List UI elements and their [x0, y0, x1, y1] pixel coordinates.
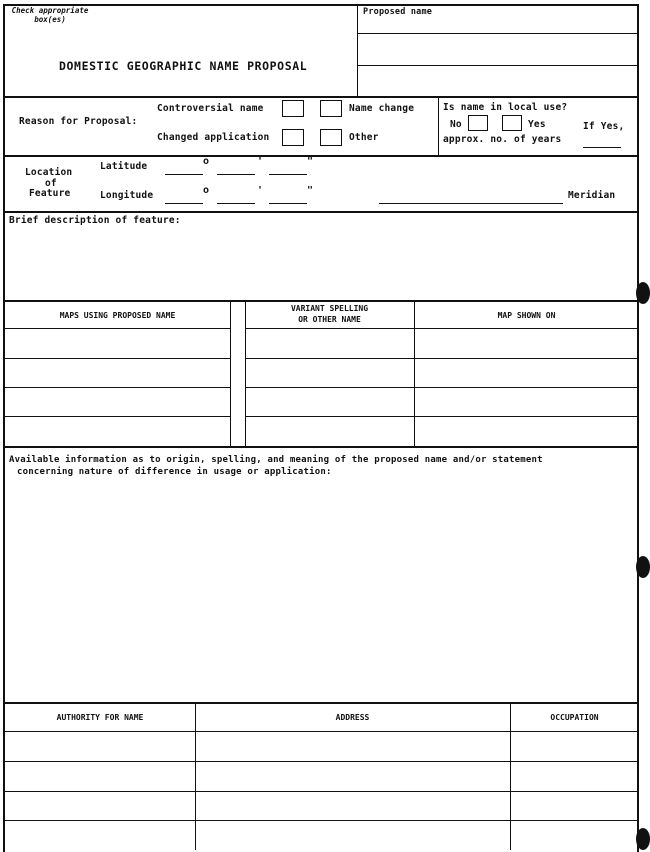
binder-hole-icon — [636, 556, 650, 578]
local-use-question: Is name in local use? — [443, 102, 568, 113]
header-divider — [357, 6, 358, 96]
maps-col-header: MAPS USING PROPOSED NAME — [59, 311, 176, 320]
origin-label: Available information as to origin, spelling, and meaning of the proposed name and/or statement — [9, 455, 543, 465]
location-label: Location — [25, 167, 73, 178]
latitude-label: Latitude — [100, 161, 148, 172]
option-other-label: Other — [349, 132, 379, 143]
latitude-seconds-input[interactable] — [269, 174, 307, 175]
proposed-name-label: Proposed name — [363, 7, 433, 17]
table-divider — [230, 300, 231, 448]
address-col-header: ADDRESS — [335, 713, 370, 722]
table-row-line — [245, 416, 639, 417]
other-checkbox[interactable] — [320, 129, 342, 146]
form-title: DOMESTIC GEOGRAPHIC NAME PROPOSAL — [59, 59, 308, 73]
name-proposal-form — [3, 4, 639, 852]
years-input[interactable] — [583, 147, 621, 148]
degree-symbol: o — [203, 156, 210, 167]
section-divider — [5, 96, 639, 98]
latitude-degrees-input[interactable] — [165, 174, 203, 175]
section-divider — [5, 155, 639, 157]
table-row-line — [5, 328, 230, 329]
option-controversial-label: Controversial name — [157, 103, 264, 114]
years-label: approx. no. of years — [443, 134, 562, 145]
latitude-minutes-input[interactable] — [217, 174, 255, 175]
table-row-line — [5, 387, 230, 388]
second-symbol: " — [307, 185, 314, 196]
table-divider — [195, 702, 196, 850]
variant-col-header: VARIANT SPELLING — [290, 304, 369, 313]
binder-hole-icon — [636, 282, 650, 304]
longitude-minutes-input[interactable] — [217, 203, 255, 204]
longitude-seconds-input[interactable] — [269, 203, 307, 204]
table-row-line — [5, 731, 639, 732]
option-name-change-label: Name change — [349, 103, 415, 114]
section-divider — [5, 702, 639, 704]
controversial-checkbox[interactable] — [282, 100, 304, 117]
table-divider — [414, 300, 415, 448]
name-change-checkbox[interactable] — [320, 100, 342, 117]
longitude-label: Longitude — [100, 190, 154, 201]
proposed-name-field[interactable] — [361, 10, 637, 94]
option-changed-application-label: Changed application — [157, 132, 270, 143]
reason-hint: box(es) — [34, 15, 66, 24]
minute-symbol: ' — [257, 185, 264, 196]
table-row-line — [245, 358, 639, 359]
origin-label: concerning nature of difference in usage or application: — [17, 467, 332, 477]
map-shown-col-header: MAP SHOWN ON — [497, 311, 556, 320]
local-use-yes-checkbox[interactable] — [502, 115, 522, 131]
section-divider — [5, 211, 639, 213]
table-row-line — [5, 416, 230, 417]
variant-col-header: OR OTHER NAME — [298, 315, 361, 324]
yes-label: Yes — [528, 119, 546, 130]
local-use-divider — [438, 96, 439, 155]
origin-field[interactable] — [9, 482, 635, 700]
reason-hint: Check appropriate — [11, 6, 89, 15]
authority-col-header: AUTHORITY FOR NAME — [56, 713, 144, 722]
second-symbol: " — [307, 156, 314, 167]
table-row-line — [5, 358, 230, 359]
changed-application-checkbox[interactable] — [282, 129, 304, 146]
location-label: of — [45, 178, 57, 189]
binder-hole-icon — [636, 828, 650, 850]
description-field[interactable] — [9, 228, 635, 298]
if-yes-label: If Yes, — [583, 121, 625, 132]
degree-symbol: o — [203, 185, 210, 196]
reason-label: Reason for Proposal: — [19, 116, 138, 127]
meridian-label: Meridian — [568, 190, 616, 201]
minute-symbol: ' — [257, 156, 264, 167]
longitude-degrees-input[interactable] — [165, 203, 203, 204]
table-row-line — [245, 387, 639, 388]
section-divider — [5, 300, 639, 302]
location-label: Feature — [29, 188, 71, 199]
table-row-line — [5, 791, 639, 792]
no-label: No — [450, 119, 462, 130]
section-divider — [5, 446, 639, 448]
table-row-line — [5, 761, 639, 762]
table-row-line — [5, 820, 639, 821]
meridian-input[interactable] — [379, 203, 563, 204]
occupation-col-header: OCCUPATION — [550, 713, 599, 722]
description-label: Brief description of feature: — [9, 215, 181, 226]
local-use-no-checkbox[interactable] — [468, 115, 488, 131]
table-row-line — [245, 328, 639, 329]
table-divider — [510, 702, 511, 850]
